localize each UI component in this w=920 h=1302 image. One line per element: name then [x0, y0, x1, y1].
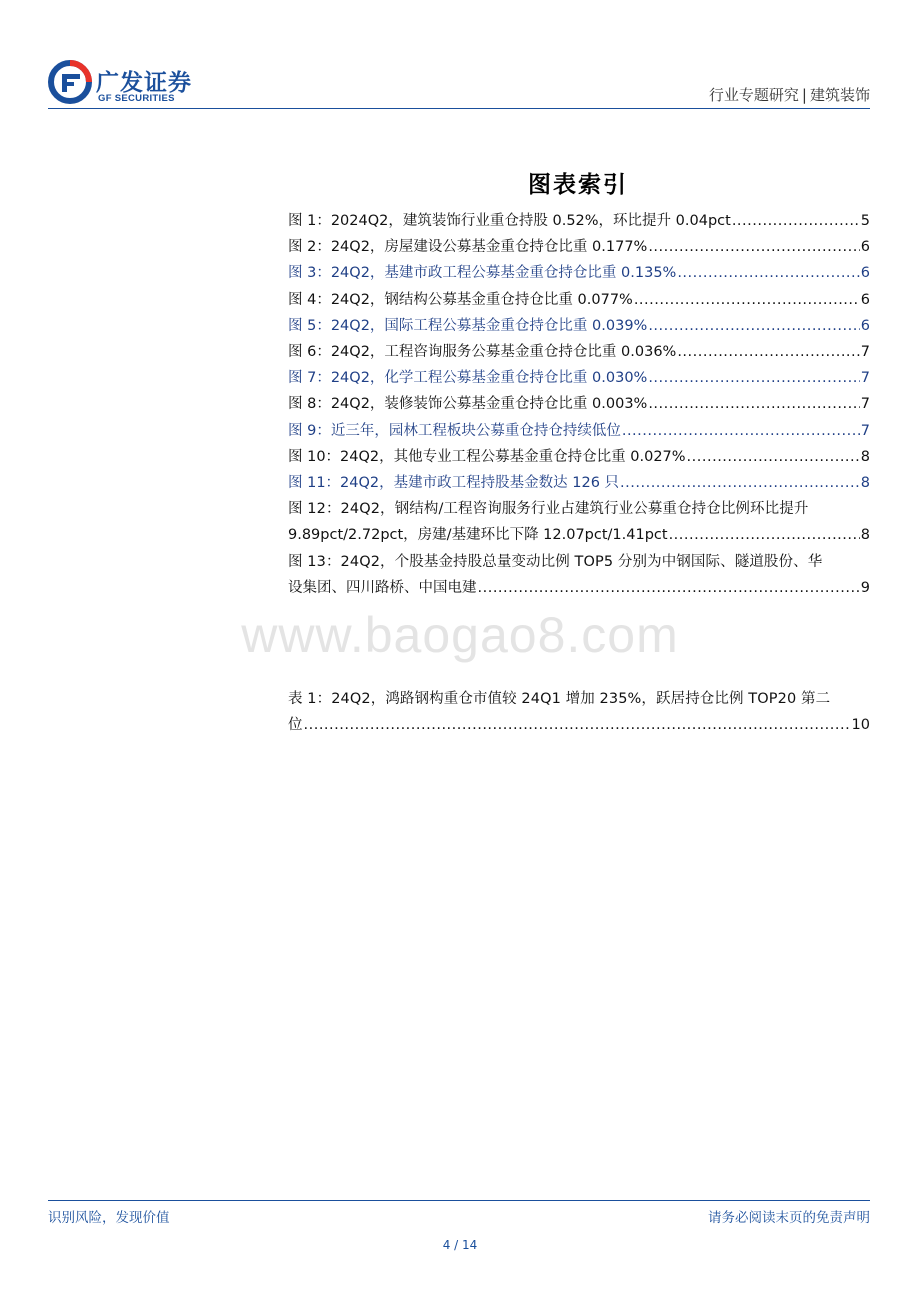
toc-entry-title: 图 6：24Q2，工程咨询服务公募基金重仓持仓比重 0.036% — [288, 344, 677, 361]
toc-entry-page: 6 — [860, 265, 870, 282]
toc-entry-title: 图 3：24Q2，基建市政工程公募基金重仓持仓比重 0.135% — [288, 265, 677, 282]
toc-leader-dots — [622, 418, 860, 444]
figure-index-list — [288, 208, 870, 601]
toc-leader-dots — [478, 575, 860, 601]
toc-entry-title: 图 8：24Q2，装修装饰公募基金重仓持仓比重 0.003% — [288, 396, 648, 413]
watermark: www.baogao8.com — [241, 607, 679, 663]
toc-entry[interactable] — [288, 391, 870, 417]
page-header — [48, 58, 870, 110]
table-index-list — [288, 686, 870, 738]
toc-entry-title: 图 5：24Q2，国际工程公募基金重仓持仓比重 0.039% — [288, 317, 648, 334]
toc-leader-dots — [648, 391, 859, 417]
toc-entry[interactable] — [288, 470, 870, 496]
toc-leader-dots — [687, 444, 860, 470]
toc-leader-dots — [648, 234, 859, 260]
toc-entry-page: 5 — [860, 213, 870, 229]
footer-slogan: 识别风险，发现价值 — [48, 1210, 170, 1226]
toc-entry[interactable] — [288, 686, 870, 738]
toc-entry[interactable] — [288, 339, 870, 365]
toc-leader-dots — [677, 339, 859, 365]
toc-entry-title: 图 7：24Q2，化学工程公募基金重仓持仓比重 0.030% — [288, 370, 648, 387]
breadcrumb-separator: | — [801, 86, 807, 104]
toc-entry-title: 图 2：24Q2，房屋建设公募基金重仓持仓比重 0.177% — [288, 239, 648, 256]
gf-securities-logo — [48, 60, 198, 106]
toc-entry-page: 8 — [860, 527, 870, 544]
toc-entry-title: 图 11：24Q2，基建市政工程持股基金数达 126 只 — [288, 475, 620, 492]
toc-leader-dots — [620, 470, 860, 496]
toc-entry-page: 10 — [851, 717, 870, 734]
toc-entry-page: 7 — [860, 422, 870, 439]
toc-leader-dots — [634, 287, 860, 313]
toc-entry[interactable] — [288, 260, 870, 286]
toc-leader-dots — [669, 522, 860, 548]
toc-entry[interactable] — [288, 287, 870, 313]
toc-entry-title-line1: 表 1：24Q2，鸿路钢构重仓市值较 24Q1 增加 235%，跃居持仓比例 TOP20 第二 — [288, 691, 831, 707]
toc-entry-page: 7 — [860, 370, 870, 387]
toc-entry-page: 7 — [860, 396, 870, 413]
toc-entry-page: 6 — [860, 239, 870, 256]
toc-entry[interactable] — [288, 234, 870, 260]
breadcrumb-industry: 建筑装饰 — [809, 86, 870, 104]
toc-entry-title: 图 4：24Q2，钢结构公募基金重仓持仓比重 0.077% — [288, 291, 633, 308]
toc-entry-page: 8 — [860, 448, 870, 465]
toc-entry-title: 设集团、四川路桥、中国电建 — [288, 579, 477, 596]
toc-leader-dots — [304, 712, 851, 738]
toc-entry[interactable] — [288, 365, 870, 391]
logo-chinese-name: 广发证券 — [96, 70, 192, 96]
breadcrumb — [709, 84, 870, 105]
toc-entry[interactable] — [288, 418, 870, 444]
footer-divider — [48, 1200, 870, 1201]
toc-leader-dots — [648, 313, 859, 339]
toc-entry-page: 6 — [860, 291, 870, 308]
header-divider — [48, 108, 870, 109]
toc-entry-title: 9.89pct/2.72pct，房建/基建环比下降 12.07pct/1.41pct — [288, 527, 668, 544]
toc-entry-title: 图 9：近三年，园林工程板块公募重仓持仓持续低位 — [288, 422, 621, 439]
toc-entry-title: 位 — [288, 717, 303, 734]
toc-leader-dots — [732, 208, 860, 234]
toc-entry-page: 7 — [860, 344, 870, 361]
toc-entry-page: 8 — [860, 475, 870, 492]
toc-entry[interactable] — [288, 496, 870, 548]
toc-entry-title-line1: 图 12：24Q2，钢结构/工程咨询服务行业占建筑行业公募重仓持仓比例环比提升 — [288, 501, 809, 518]
toc-entry-title: 图 10：24Q2，其他专业工程公募基金重仓持仓比重 0.027% — [288, 448, 686, 465]
toc-entry[interactable] — [288, 208, 870, 234]
toc-entry-title-line1: 图 13：24Q2，个股基金持股总量变动比例 TOP5 分别为中钢国际、隧道股份、华 — [288, 553, 823, 570]
gf-logo-icon — [48, 60, 92, 104]
toc-leader-dots — [677, 260, 859, 286]
footer-disclaimer-note: 请务必阅读末页的免责声明 — [708, 1210, 870, 1226]
toc-entry-title: 图 1：2024Q2，建筑装饰行业重仓持股 0.52%，环比提升 0.04pct — [288, 213, 731, 229]
logo-english-name: GF SECURITIES — [98, 93, 175, 104]
toc-entry[interactable] — [288, 549, 870, 601]
toc-leader-dots — [648, 365, 859, 391]
page-number: 4 / 14 — [442, 1238, 478, 1252]
toc-entry[interactable] — [288, 313, 870, 339]
breadcrumb-report-type: 行业专题研究 — [708, 86, 799, 104]
toc-title: 图表索引 — [528, 171, 628, 198]
toc-entry-page: 9 — [860, 579, 870, 596]
toc-entry[interactable] — [288, 444, 870, 470]
toc-entry-page: 6 — [860, 317, 870, 334]
